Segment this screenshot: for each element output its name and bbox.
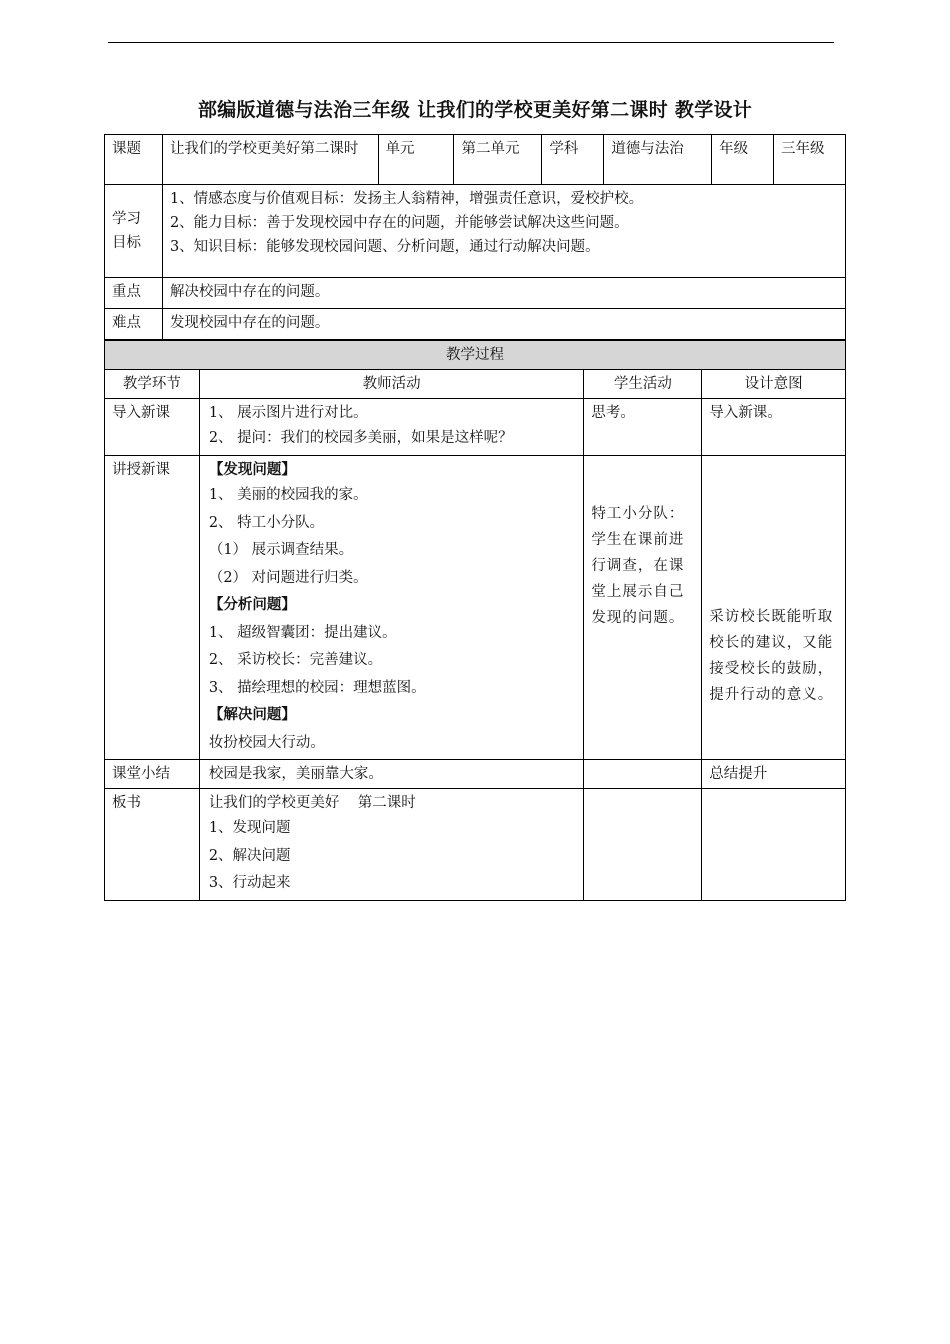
key-point-label: 重点 (105, 278, 163, 309)
activity-item: 妆扮校园大行动。 (208, 734, 325, 751)
difficulty-row (105, 309, 846, 340)
column-header-row (105, 370, 846, 399)
design-intent: 导入新课。 (702, 399, 846, 456)
activity-item: 1、 超级智囊团：提出建议。 (208, 624, 397, 641)
info-row (105, 135, 846, 185)
process-header-row (105, 341, 846, 370)
course-label: 课题 (105, 135, 163, 185)
course-value: 让我们的学校更美好第二课时 (162, 135, 378, 185)
column-header: 学生活动 (584, 370, 702, 399)
unit-label: 单元 (378, 135, 454, 185)
column-header: 设计意图 (702, 370, 846, 399)
activity-item: 1、 展示图片进行对比。 (208, 405, 368, 421)
stage-label: 导入新课 (105, 399, 200, 456)
activity-item: 3、 描绘理想的校园：理想蓝图。 (208, 679, 426, 696)
activity-item: 2、 采访校长：完善建议。 (208, 652, 383, 668)
difficulty-label: 难点 (105, 309, 163, 340)
key-point-value: 解决校园中存在的问题。 (162, 278, 845, 309)
objectives-row (105, 185, 846, 278)
column-header: 教学环节 (105, 370, 200, 399)
design-intent: 总结提升 (702, 760, 846, 789)
grade-value: 三年级 (774, 135, 846, 185)
board-item: 1、发现问题 (208, 820, 291, 836)
section-heading: 【发现问题】 (208, 462, 296, 478)
student-activity (584, 760, 702, 789)
unit-value: 第二单元 (454, 135, 542, 185)
objectives-label: 学习目标 (105, 185, 163, 278)
objectives-content (162, 185, 845, 278)
activity-item: 1、 美丽的校园我的家。 (208, 487, 368, 503)
section-heading: 【解决问题】 (208, 707, 296, 723)
grade-label: 年级 (712, 135, 774, 185)
objective-item: 1、情感态度与价值观目标：发扬主人翁精神，增强责任意识，爱校护校。 (169, 191, 644, 207)
teacher-activity (199, 456, 584, 760)
design-intent: 采访校长既能听取校长的建议，又能接受校长的鼓励，提升行动的意义。 (702, 456, 846, 760)
subject-label: 学科 (542, 135, 604, 185)
objective-item: 3、知识目标：能够发现校园问题、分析问题，通过行动解决问题。 (169, 239, 600, 255)
process-header: 教学过程 (105, 341, 846, 370)
student-activity: 思考。 (584, 399, 702, 456)
subject-value: 道德与法治 (604, 135, 712, 185)
header-rule (108, 42, 834, 43)
difficulty-value: 发现校园中存在的问题。 (162, 309, 845, 340)
board-item: 2、解决问题 (208, 847, 291, 864)
process-table (104, 340, 846, 901)
design-intent (702, 789, 846, 901)
section-heading: 【分析问题】 (208, 597, 296, 613)
column-header: 教师活动 (199, 370, 584, 399)
key-point-row (105, 278, 846, 309)
summary-row (105, 760, 846, 789)
student-activity (584, 789, 702, 901)
info-table (104, 134, 846, 340)
objective-item: 2、能力目标：善于发现校园中存在的问题，并能够尝试解决这些问题。 (169, 215, 629, 231)
activity-item: 2、 特工小分队。 (208, 514, 325, 531)
teacher-activity (199, 399, 584, 456)
board-row (105, 789, 846, 901)
intro-row (105, 399, 846, 456)
document-title: 部编版道德与法治三年级 让我们的学校更美好第二课时 教学设计 (197, 99, 753, 121)
stage-label: 讲授新课 (105, 456, 200, 760)
stage-label: 板书 (105, 789, 200, 901)
board-item: 让我们的学校更美好 第二课时 (208, 795, 416, 811)
teacher-activity: 校园是我家，美丽靠大家。 (199, 760, 584, 789)
stage-label: 课堂小结 (105, 760, 200, 789)
activity-item: 2、 提问：我们的校园多美丽，如果是这样呢？ (208, 430, 513, 446)
board-item: 3、行动起来 (208, 875, 291, 891)
teach-row (105, 456, 846, 760)
board-content (199, 789, 584, 901)
activity-item: （2） 对问题进行归类。 (208, 569, 368, 586)
activity-item: （1） 展示调查结果。 (208, 542, 354, 558)
student-activity: 特工小分队：学生在课前进行调查，在课堂上展示自己发现的问题。 (584, 456, 702, 760)
